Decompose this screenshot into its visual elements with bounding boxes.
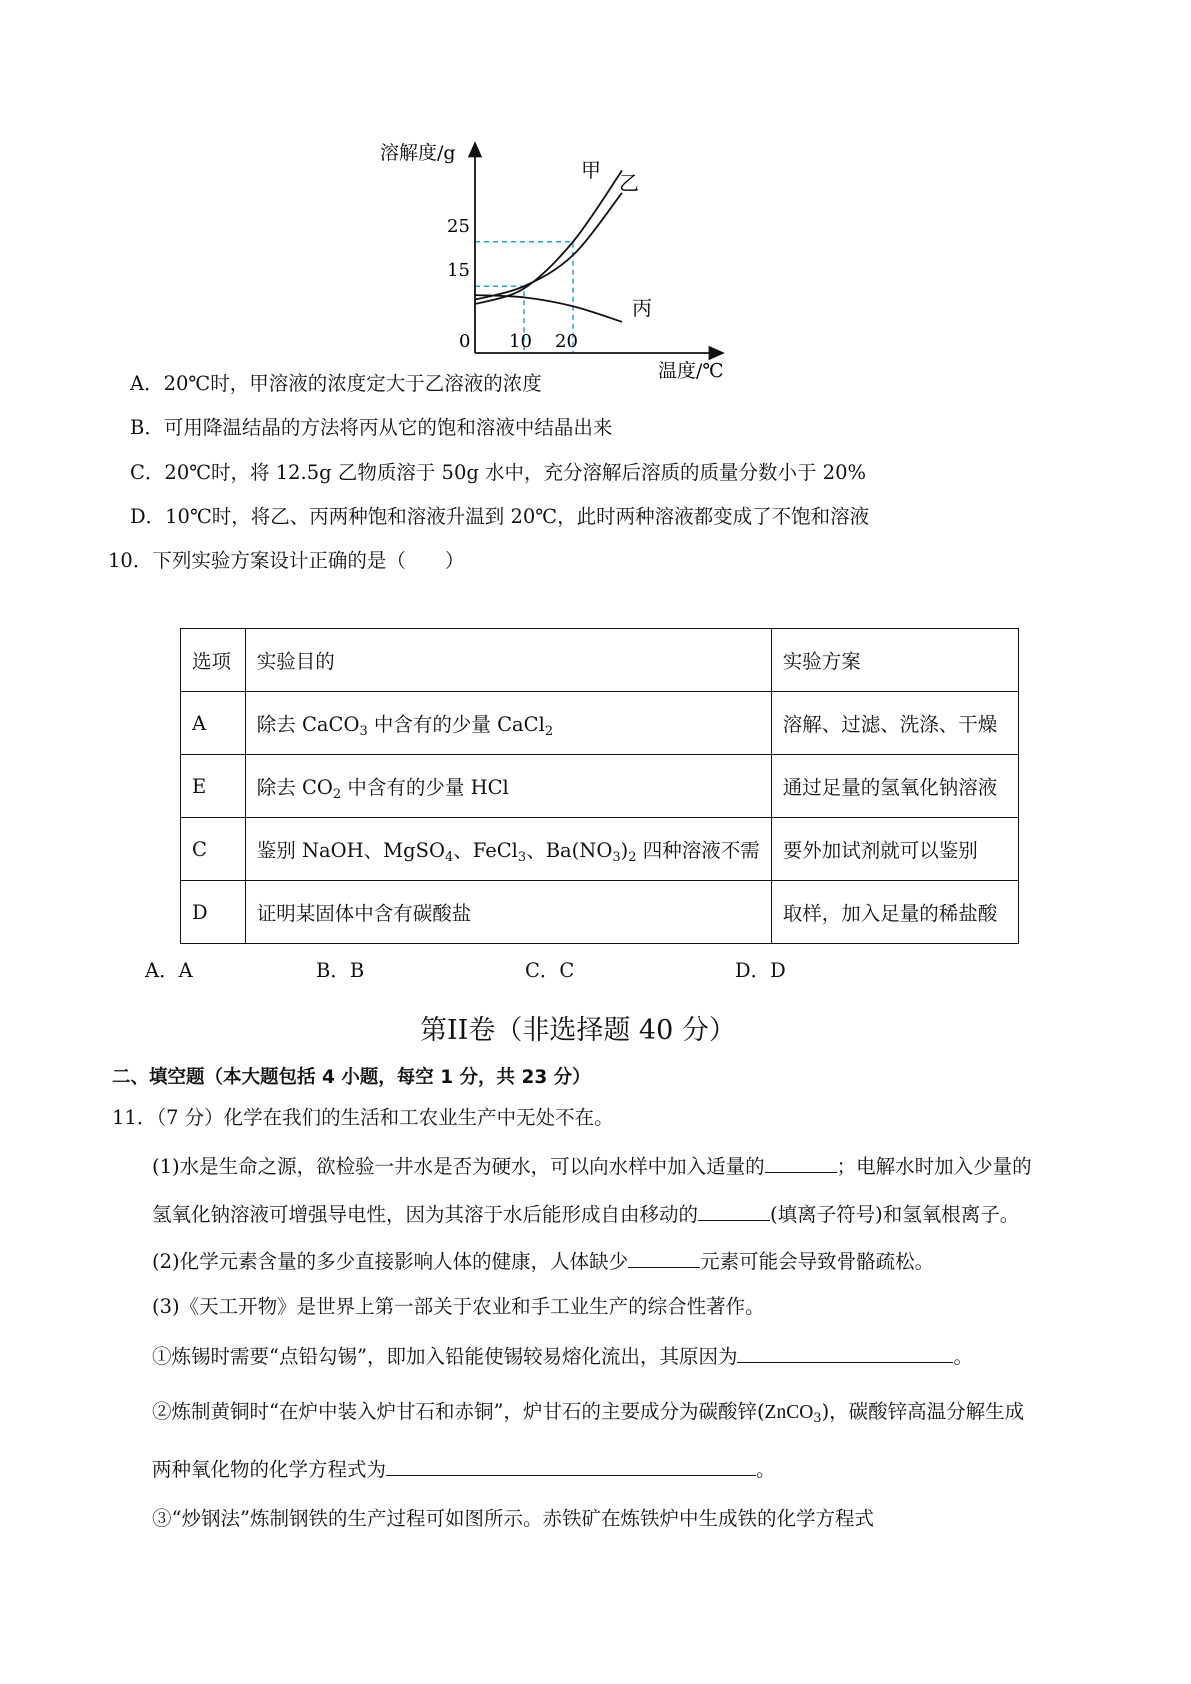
row-option: E (181, 755, 246, 818)
x-tick-label: 10 (509, 331, 532, 352)
row-purpose: 除去 CaCO$_3$ 中含有的少量 CaCl$_2$ (245, 692, 771, 755)
table-row (181, 755, 1019, 818)
q11-part1-line2: 氢氧化钠溶液可增强导电性，因为其溶于水后能形成自由移动的 (填离子符号)和氢氧根离子。 (152, 1200, 1019, 1229)
answer-blank[interactable] (765, 1152, 837, 1173)
header-purpose: 实验目的 (245, 629, 771, 692)
row-option: A (181, 692, 246, 755)
q9-option-a: A．20℃时，甲溶液的浓度定大于乙溶液的浓度 (130, 372, 542, 395)
header-option: 选项 (181, 629, 246, 692)
section-heading: 二、填空题（本大题包括 4 小题，每空 1 分，共 23 分） (112, 1067, 591, 1088)
answer-blank[interactable] (628, 1247, 700, 1268)
q11-part1-line1: (1)水是生命之源，欲检验一井水是否为硬水，可以向水样中加入适量的 ；电解水时加入少量的 (152, 1152, 1032, 1181)
q9-option-b: B．可用降温结晶的方法将丙从它的饱和溶液中结晶出来 (130, 416, 613, 439)
q11-stem: 11．（7 分）化学在我们的生活和工农业生产中无处不在。 (112, 1106, 614, 1129)
q11-part3: (3)《天工开物》是世界上第一部关于农业和手工业生产的综合性著作。 (152, 1295, 765, 1318)
q10-answer-d: D．D (735, 959, 786, 982)
answer-blank[interactable] (737, 1342, 953, 1363)
q9-option-d: D．10℃时，将乙、丙两种饱和溶液升温到 20℃，此时两种溶液都变成了不饱和溶液 (130, 505, 870, 528)
table-row (181, 818, 1019, 881)
row-option: D (181, 881, 246, 944)
q11-part2: (2)化学元素含量的多少直接影响人体的健康，人体缺少 元素可能会导致骨骼疏松。 (152, 1247, 934, 1276)
origin-label: 0 (459, 331, 471, 352)
section-title: 第II卷（非选择题 40 分） (420, 1015, 736, 1046)
y-tick-label: 15 (447, 260, 470, 281)
curve-label-bing: 丙 (632, 296, 652, 320)
solubility-chart (380, 135, 800, 390)
curve-jia (475, 171, 622, 304)
q10-answer-a: A．A (145, 959, 193, 982)
answer-blank[interactable] (698, 1200, 770, 1221)
q11-part3-1: ①炼锡时需要“点铅勾锡”，即加入铅能使锡较易熔化流出，其原因为 。 (152, 1342, 973, 1371)
q10-stem: 10．下列实验方案设计正确的是（ ） (108, 549, 465, 572)
q10-table (180, 628, 1019, 944)
table-row (181, 881, 1019, 944)
header-plan: 实验方案 (771, 629, 1018, 692)
table-header-row (181, 629, 1019, 692)
q11-part3-3: ③“炒钢法”炼制钢铁的生产过程可如图所示。赤铁矿在炼铁炉中生成铁的化学方程式 (152, 1507, 874, 1530)
answer-blank[interactable] (386, 1455, 756, 1476)
x-tick-label: 20 (555, 331, 578, 352)
row-purpose: 证明某固体中含有碳酸盐 (245, 881, 771, 944)
q10-answer-b: B．B (316, 959, 365, 982)
curve-label-jia: 甲 (581, 158, 601, 182)
row-purpose: 除去 $CO_2$ 中含有的少量 HCl (245, 755, 771, 818)
y-axis-label: 溶解度/g (380, 142, 456, 164)
table-row (181, 692, 1019, 755)
curve-label-yi: 乙 (619, 171, 639, 195)
y-tick-label: 25 (447, 216, 470, 237)
row-option: C (181, 818, 246, 881)
q9-option-c: C．20℃时，将 12.5g 乙物质溶于 50g 水中，充分溶解后溶质的质量分数小于 20% (130, 461, 867, 484)
row-plan: 要外加试剂就可以鉴别 (771, 818, 1018, 881)
q11-part3-2-line1: ②炼制黄铜时“在炉中装入炉甘石和赤铜”，炉甘石的主要成分为碳酸锌(ZnCO$_3$)，碳酸锌高温分解生成 (152, 1400, 1025, 1426)
row-plan: 溶解、过滤、洗涤、干燥 (771, 692, 1018, 755)
row-plan: 通过足量的氢氧化钠溶液 (771, 755, 1018, 818)
q10-answer-c: C．C (525, 959, 575, 982)
row-plan: 取样，加入足量的稀盐酸 (771, 881, 1018, 944)
row-purpose: 鉴别 NaOH、MgSO$_4$、FeCl$_3$、$Ba(NO_3)_2$ 四种溶液不需 (245, 818, 771, 881)
x-axis-label: 温度/℃ (658, 360, 724, 382)
q11-part3-2-line2: 两种氧化物的化学方程式为 。 (152, 1455, 776, 1484)
curve-yi (475, 193, 622, 300)
